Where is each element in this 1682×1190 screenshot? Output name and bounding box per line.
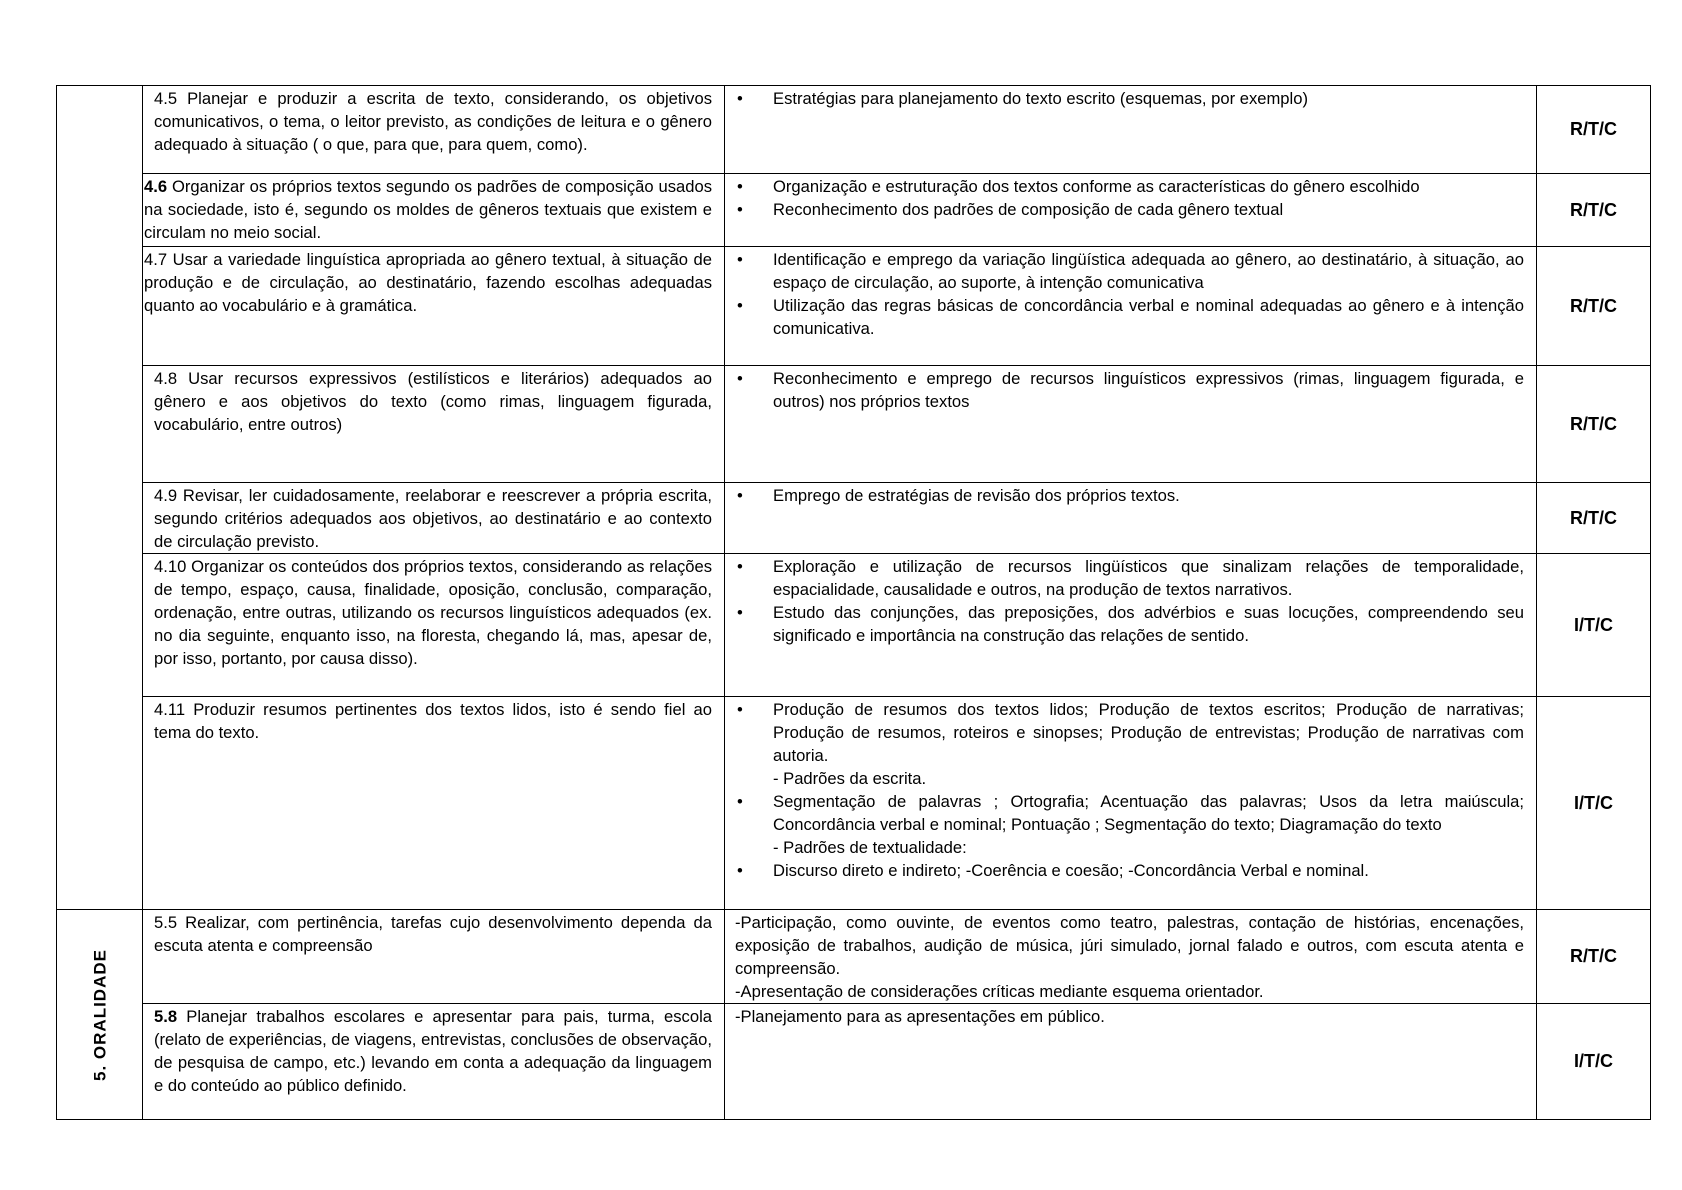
list-item: • Discurso direto e indireto; -Coerência e coesão; -Concordância Verbal e nominal. <box>735 859 1524 882</box>
objective-cell <box>143 697 725 910</box>
table-row <box>57 554 1651 697</box>
list-item: • Reconhecimento dos padrões de composição de cada gênero textual <box>735 198 1524 221</box>
objective-text: 5.5 Realizar, com pertinência, tarefas cujo desenvolvimento dependa da escuta atenta e compreensão <box>154 913 712 955</box>
table-row <box>57 483 1651 554</box>
content-list <box>735 175 1524 221</box>
objective-text: 4.11 Produzir resumos pertinentes dos textos lidos, isto é sendo fiel ao tema do texto. <box>154 700 712 742</box>
list-item: • Emprego de estratégias de revisão dos próprios textos. <box>735 484 1524 507</box>
list-item: • Exploração e utilização de recursos lingüísticos que sinalizam relações de temporalidade, espacialidade, causalidade e outros, na produção de textos narrativos. <box>735 555 1524 601</box>
list-item <box>735 790 1524 859</box>
content-list <box>735 555 1524 647</box>
content-list <box>735 367 1524 413</box>
objective-cell <box>143 1004 725 1120</box>
code-cell: R/T/C <box>1537 366 1651 483</box>
content-cell <box>725 697 1537 910</box>
curriculum-table <box>56 85 1651 1120</box>
objective-cell <box>143 483 725 554</box>
content-line: -Apresentação de considerações críticas mediante esquema orientador. <box>735 982 1264 1001</box>
code-cell: R/T/C <box>1537 910 1651 1004</box>
objective-text: 4.7 Usar a variedade linguística apropriada ao gênero textual, à situação de produção e de circulação, ao destinatário, fazendo escolhas adequadas quanto ao vocabulário e à gramática. <box>144 250 712 315</box>
subheading: - Padrões da escrita. <box>773 769 927 788</box>
objective-text: 4.9 Revisar, ler cuidadosamente, reelaborar e reescrever a própria escrita, segundo critérios adequados aos objetivos, ao destinatário e ao contexto de circulação previsto. <box>154 486 712 551</box>
content-cell <box>725 483 1537 554</box>
list-item-text: Segmentação de palavras ; Ortografia; Acentuação das palavras; Usos da letra maiúscula; Concordância verbal e nominal; Pontuação ; Segmentação do texto; Diagramação do texto <box>773 792 1524 834</box>
code-cell: R/T/C <box>1537 174 1651 247</box>
list-item: • Organização e estruturação dos textos conforme as características do gênero escolhido <box>735 175 1524 198</box>
table-row <box>57 1004 1651 1120</box>
area-cell-escrita <box>57 86 143 910</box>
objective-text: 4.5 Planejar e produzir a escrita de texto, considerando, os objetivos comunicativos, o tema, o leitor previsto, as condições de leitura e o gênero adequado à situação ( o que, para que, para quem, como). <box>154 89 712 154</box>
objective-text: Organizar os próprios textos segundo os padrões de composição usados na sociedade, isto é, segundo os moldes de gêneros textuais que existem e circulam no meio social. <box>144 177 712 242</box>
area-cell-oralidade <box>57 910 143 1120</box>
objective-text: 4.8 Usar recursos expressivos (estilísticos e literários) adequados ao gênero e aos objetivos do texto (como rimas, linguagem figurada, vocabulário, entre outros) <box>154 369 712 434</box>
list-item-text: Produção de resumos dos textos lidos; Produção de textos escritos; Produção de narrativas; Produção de resumos, roteiros e sinopses; Produção de entrevistas; Produção de narrativas com autoria. <box>773 700 1524 765</box>
table-row <box>57 910 1651 1004</box>
content-cell <box>725 86 1537 174</box>
objective-cell <box>143 554 725 697</box>
list-item: • Estratégias para planejamento do texto escrito (esquemas, por exemplo) <box>735 87 1524 110</box>
content-line: -Participação, como ouvinte, de eventos como teatro, palestras, contação de histórias, encenações, exposição de trabalhos, audição de música, júri simulado, jornal falado e outros, com escuta atenta e compreensão. <box>735 913 1524 978</box>
list-item: • Reconhecimento e emprego de recursos linguísticos expressivos (rimas, linguagem figurada, e outros) nos próprios textos <box>735 367 1524 413</box>
list-item: • Estudo das conjunções, das preposições, dos advérbios e suas locuções, compreendendo seu significado e importância na construção das relações de sentido. <box>735 601 1524 647</box>
area-label: 5. ORALIDADE <box>90 948 109 1081</box>
objective-text: Planejar trabalhos escolares e apresentar para pais, turma, escola (relato de experiências, de viagens, entrevistas, conclusões de observação, de pesquisa de campo, etc.) levando em conta a adequação da linguagem e do conteúdo ao público definido. <box>154 1007 712 1095</box>
content-cell <box>725 1004 1537 1120</box>
list-item: • Identificação e emprego da variação lingüística adequada ao gênero, ao destinatário, à situação, ao espaço de circulação, ao suporte, à intenção comunicativa <box>735 248 1524 294</box>
table-row <box>57 247 1651 366</box>
objective-number: 4.6 <box>144 177 168 196</box>
content-cell <box>725 554 1537 697</box>
code-cell: R/T/C <box>1537 247 1651 366</box>
table-row <box>57 86 1651 174</box>
content-cell <box>725 366 1537 483</box>
objective-cell <box>143 86 725 174</box>
table-row <box>57 174 1651 247</box>
content-list <box>735 698 1524 882</box>
content-list <box>735 484 1524 507</box>
content-list <box>735 248 1524 340</box>
table-row <box>57 697 1651 910</box>
content-cell <box>725 247 1537 366</box>
content-cell <box>725 174 1537 247</box>
list-item <box>735 698 1524 790</box>
code-cell: R/T/C <box>1537 483 1651 554</box>
code-cell: R/T/C <box>1537 86 1651 174</box>
code-cell: I/T/C <box>1537 554 1651 697</box>
objective-cell <box>143 247 725 366</box>
objective-number: 5.8 <box>154 1007 178 1026</box>
curriculum-page <box>56 85 1650 1120</box>
code-cell: I/T/C <box>1537 697 1651 910</box>
subheading: - Padrões de textualidade: <box>773 838 967 857</box>
table-row <box>57 366 1651 483</box>
objective-cell <box>143 366 725 483</box>
objective-text: 4.10 Organizar os conteúdos dos próprios textos, considerando as relações de tempo, espaço, causa, finalidade, oposição, conclusão, comparação, ordenação, entre outras, utilizando os recursos linguísticos adequados (ex. no dia seguinte, enquanto isso, na floresta, chegando lá, mas, apesar de, por isso, portanto, por causa disso). <box>154 557 712 668</box>
list-item: • Utilização das regras básicas de concordância verbal e nominal adequadas ao gênero e à intenção comunicativa. <box>735 294 1524 340</box>
content-line: -Planejamento para as apresentações em público. <box>735 1007 1105 1026</box>
content-cell <box>725 910 1537 1004</box>
objective-cell <box>143 174 725 247</box>
objective-cell <box>143 910 725 1004</box>
code-cell: I/T/C <box>1537 1004 1651 1120</box>
content-list <box>735 87 1524 110</box>
